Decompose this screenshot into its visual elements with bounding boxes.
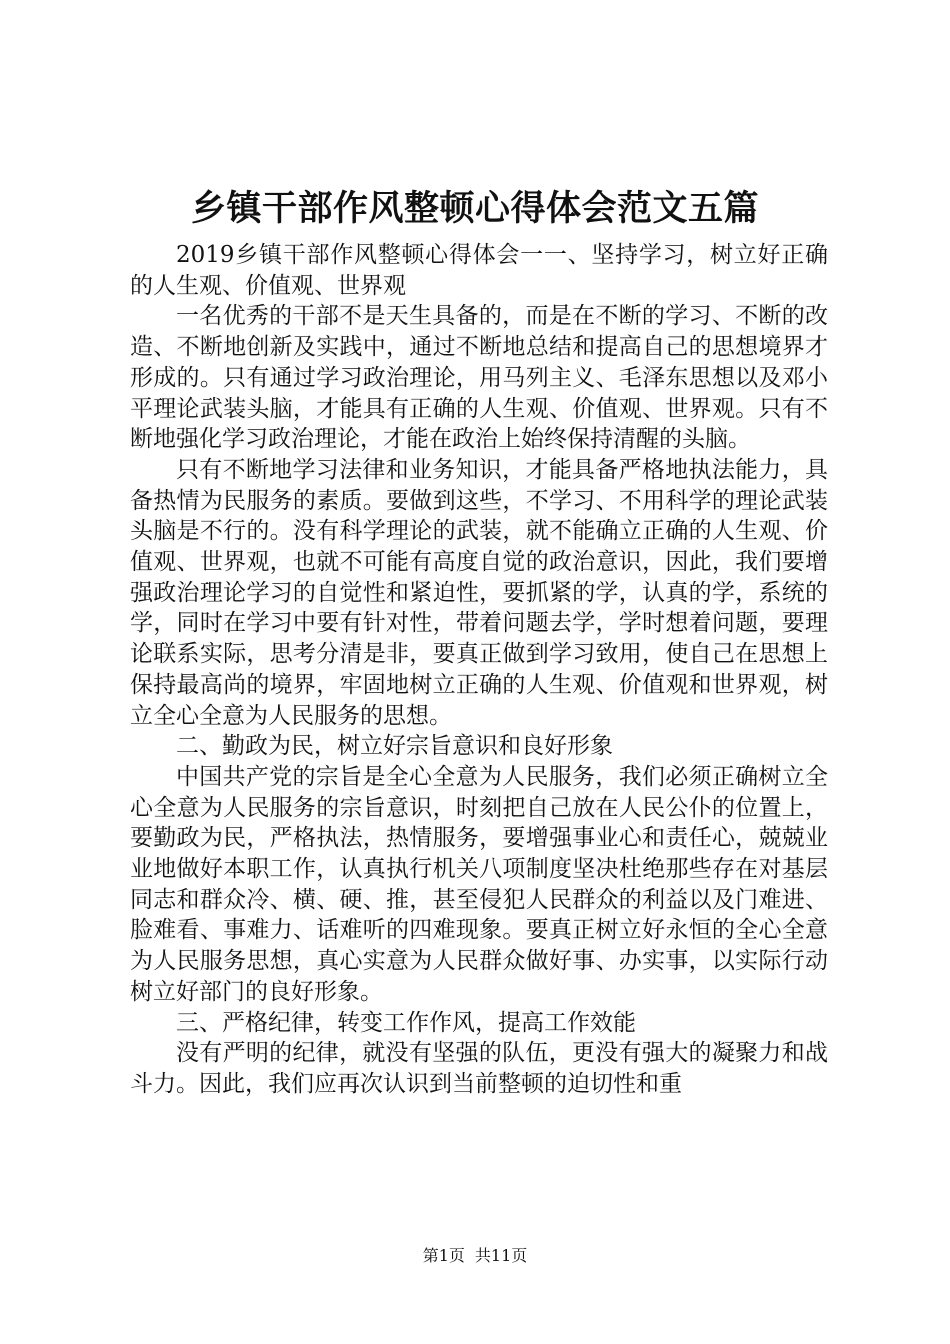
document-title: 乡镇干部作风整顿心得体会范文五篇 [190,188,759,229]
paragraph: 一名优秀的干部不是天生具备的，而是在不断的学习、不断的改造、不断地创新及实践中，通过不断地总结和提高自己的思想境界才形成的。只有通过学习政治理论，用马列主义、毛泽东思想以及邓小平理论武装头脑，才能具有正确的人生观、价值观、世界观。只有不断地强化学习政治理论，才能在政治上始终保持清醒的头脑。 [130,303,828,453]
page-number: 第1页 [422,1246,465,1265]
paragraph: 只有不断地学习法律和业务知识，才能具备严格地执法能力，具备热情为民服务的素质。要做到这些，不学习、不用科学的理论武装头脑是不行的。没有科学理论的武装，就不能确立正确的人生观、价值观、世界观，也就不可能有高度自觉的政治意识，因此，我们要增强政治理论学习的自觉性和紧迫性，要抓紧的学，认真的学，系统的学，同时在学习中要有针对性，带着问题去学，学时想着问题，要理论联系实际，思考分清是非，要真正做到学习致用，使自己在思想上保持最高尚的境界，牢固地树立正确的人生观、价值观和世界观，树立全心全意为人民服务的思想。 [130,456,828,729]
page-total: 共11页 [474,1246,528,1265]
document-body [130,240,828,1100]
section-heading-2: 二、勤政为民，树立好宗旨意识和良好形象 [176,733,613,760]
paragraph-intro-heading: 2019乡镇干部作风整顿心得体会一一、坚持学习，树立好正确的人生观、价值观、世界观 [130,242,828,299]
paragraph: 中国共产党的宗旨是全心全意为人民服务，我们必须正确树立全心全意为人民服务的宗旨意识，时刻把自己放在人民公仆的位置上，要勤政为民，严格执法，热情服务，要增强事业心和责任心，兢兢业业地做好本职工作，认真执行机关八项制度坚决杜绝那些存在对基层同志和群众冷、横、硬、推，甚至侵犯人民群众的利益以及门难进、脸难看、事难力、话难听的四难现象。要真正树立好永恒的全心全意为人民服务思想，真心实意为人民群众做好事、办实事，以实际行动树立好部门的良好形象。 [130,763,828,1005]
page-footer [0,1246,950,1266]
section-heading-3: 三、严格纪律，转变工作作风，提高工作效能 [176,1009,636,1036]
paragraph: 没有严明的纪律，就没有坚强的队伍，更没有强大的凝聚力和战斗力。因此，我们应再次认识到当前整顿的迫切性和重 [130,1040,828,1097]
